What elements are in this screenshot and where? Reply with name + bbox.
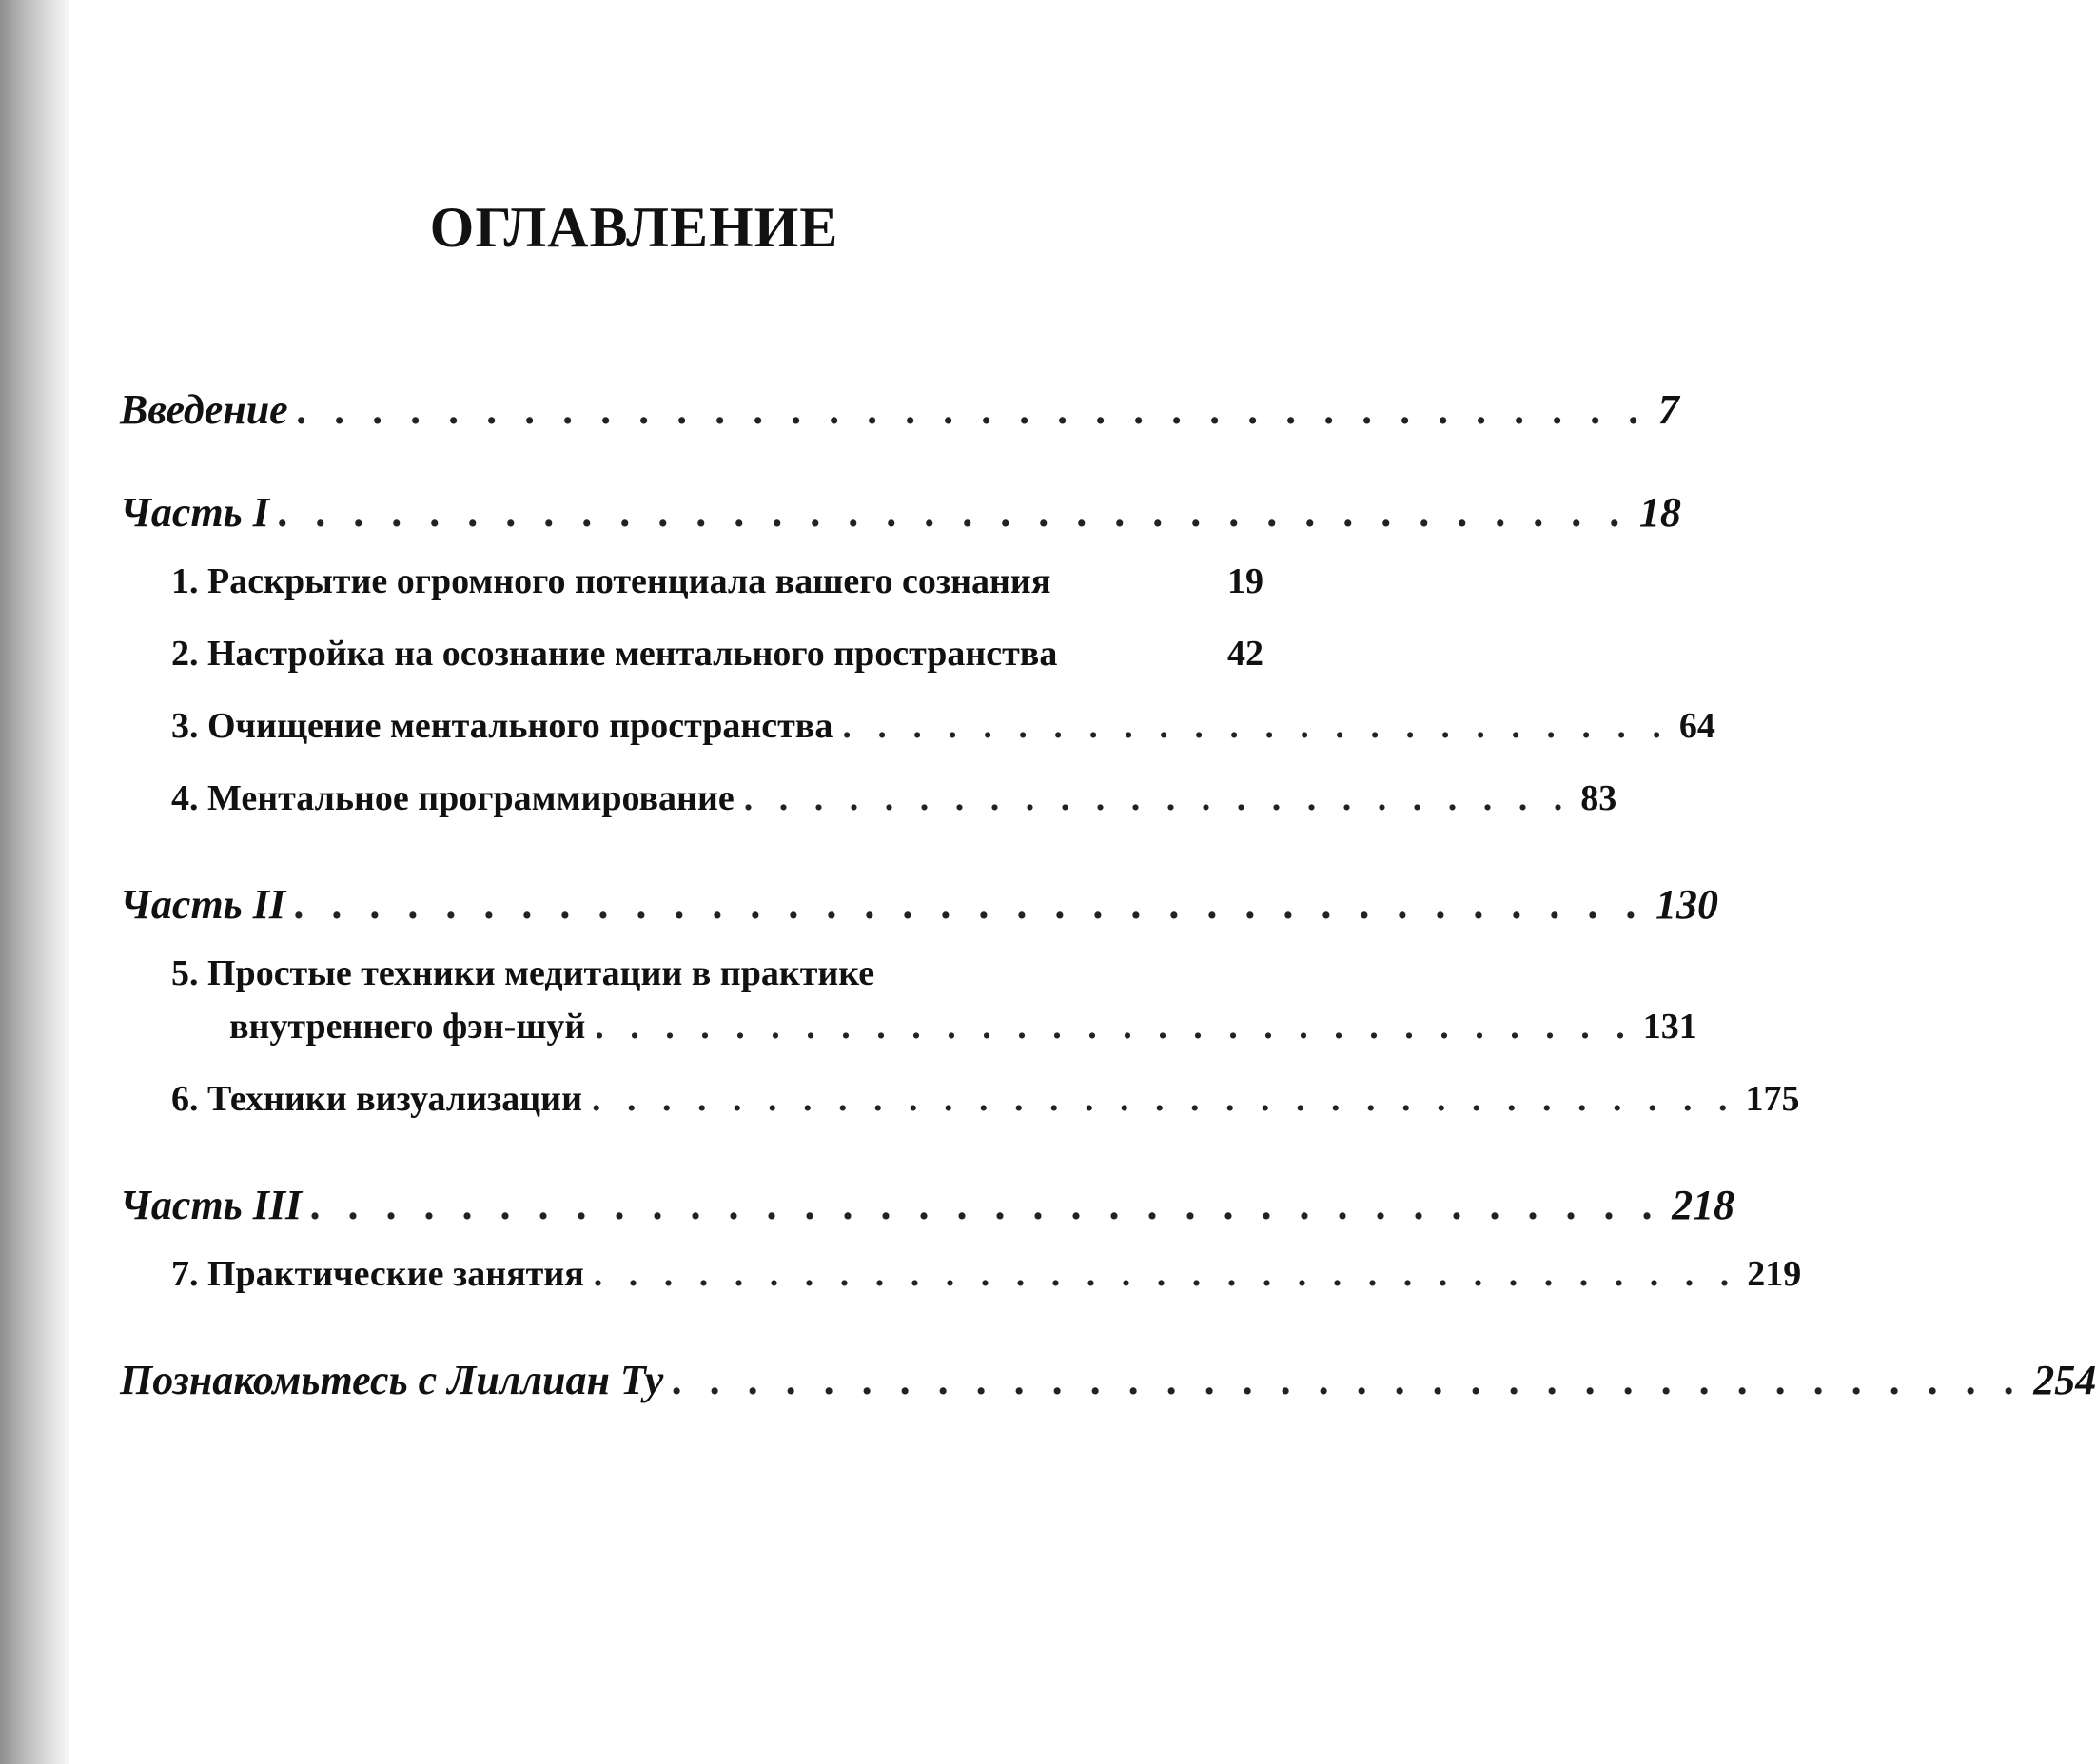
toc-entry-about-author[interactable] — [120, 1356, 2096, 1428]
toc-entry-label: 6. Техники визуализации — [171, 1079, 582, 1119]
toc-entry-label: Познакомьтесь с Лиллиан Ту — [120, 1357, 664, 1403]
toc-entry-page: 130 — [1655, 881, 1719, 928]
toc-entry-chapter-1[interactable] — [120, 560, 1263, 633]
table-of-contents — [120, 385, 2096, 1428]
toc-entry-label: Часть III — [120, 1182, 303, 1228]
toc-entry-page: 131 — [1642, 1007, 1697, 1047]
toc-entry-label: 3. Очищение ментального пространства — [171, 706, 833, 746]
toc-entry-label: Часть I — [120, 489, 269, 536]
leader-dots: . . . . . . . . . . . . . . . . . . . . . . . . — [842, 706, 1670, 746]
toc-entry-label: 2. Настройка на осознание ментального пространства — [171, 634, 1058, 674]
toc-entry-chapter-7[interactable] — [120, 1253, 1802, 1325]
toc-entry-label: 1. Раскрытие огромного потенциала вашего сознания — [171, 561, 1051, 601]
leader-dots: . . . . . . . . . . . . . . . . . . . . . . . . — [743, 778, 1572, 818]
toc-entry-page: 219 — [1747, 1254, 1802, 1294]
leader-dots: . . . . . . . . . . . . . . . . . . . . . . . . . . . . . . — [595, 1007, 1634, 1047]
toc-entry-label: 4. Ментальное программирование — [171, 778, 735, 818]
toc-entry-page: 218 — [1672, 1182, 1735, 1228]
toc-entry-part-3[interactable] — [120, 1181, 1735, 1253]
leader-dots: . . . . . . . . . . . . . . . . . . . . . . . . . . . . . . . . . . . . — [297, 386, 1649, 433]
toc-entry-chapter-5-continued[interactable] — [120, 1006, 1697, 1078]
toc-entry-chapter-4[interactable] — [120, 777, 1617, 850]
toc-entry-part-2[interactable] — [120, 880, 1719, 952]
toc-entry-part-1[interactable] — [120, 488, 1681, 560]
toc-entry-chapter-2[interactable] — [120, 633, 1263, 705]
toc-entry-page: 7 — [1657, 386, 1679, 433]
toc-entry-introduction[interactable] — [120, 385, 1679, 458]
toc-entry-label: 7. Практические занятия — [171, 1254, 584, 1294]
toc-entry-label: Введение — [120, 386, 288, 433]
toc-entry-page: 64 — [1678, 706, 1715, 746]
toc-entry-label-continued: внутреннего фэн-шуй — [229, 1007, 586, 1047]
toc-entry-label: Часть II — [120, 881, 286, 928]
toc-entry-page: 19 — [1227, 561, 1263, 601]
leader-dots: . . . . . . . . . . . . . . . . . . . . . . . . . . . . . . . . . . . . — [295, 881, 1647, 928]
leader-dots: . . . . . . . . . . . . . . . . . . . . . . . . . . . . . . . . . . . . — [278, 489, 1630, 536]
leader-dots: . . . . . . . . . . . . . . . . . . . . . . . . . . . . . . . . . — [591, 1079, 1736, 1119]
page-title: ОГЛАВЛЕНИЕ — [429, 196, 839, 259]
toc-entry-page: 83 — [1580, 778, 1617, 818]
leader-dots: . . . . . . . . . . . . . . . . . . . . . . . . . . . . . . . . . . . . — [673, 1357, 2025, 1403]
toc-entry-page: 18 — [1638, 489, 1681, 536]
toc-entry-page: 254 — [2033, 1357, 2096, 1403]
toc-entry-chapter-6[interactable] — [120, 1078, 1800, 1150]
leader-dots: . . . . . . . . . . . . . . . . . . . . . . . . . . . . . . . . . . . . — [311, 1182, 1663, 1228]
toc-entry-page: 42 — [1227, 634, 1263, 674]
toc-entry-chapter-3[interactable] — [120, 705, 1715, 777]
toc-entry-chapter-5[interactable] — [120, 952, 1263, 1006]
leader-dots: . . . . . . . . . . . . . . . . . . . . . . . . . . . . . . . . . — [593, 1254, 1738, 1294]
toc-entry-label: 5. Простые техники медитации в практике — [171, 953, 875, 993]
toc-entry-page: 175 — [1745, 1079, 1800, 1119]
